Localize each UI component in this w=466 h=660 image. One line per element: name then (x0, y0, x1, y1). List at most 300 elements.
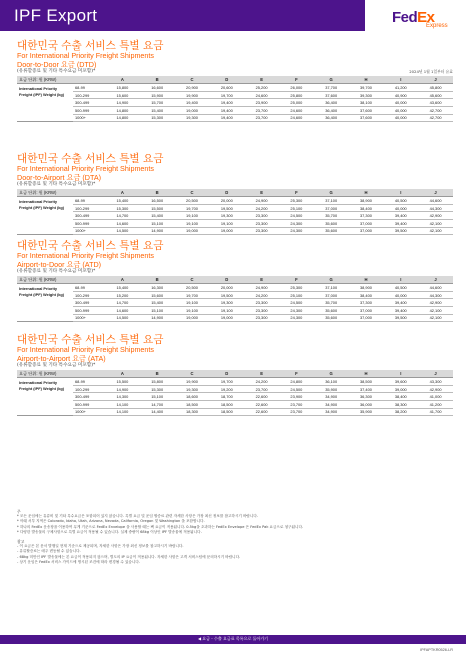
rate-cell: 44,300 (418, 204, 453, 212)
rate-cell: 15,700 (140, 99, 175, 107)
rate-section (17, 153, 453, 235)
rate-cell: 23,700 (244, 107, 279, 115)
rate-cell: 35,700 (314, 299, 349, 307)
rate-cell: 37,000 (349, 307, 384, 315)
rate-cell: 38,300 (383, 401, 418, 409)
rate-cell: 24,600 (279, 107, 314, 115)
rate-cell: 39,400 (383, 212, 418, 220)
rate-cell: 14,300 (105, 393, 140, 401)
rate-cell: 39,300 (349, 91, 384, 99)
weight-range: 500-999 (73, 401, 105, 409)
section-note: (유류할증료 및 기타 특수요금 미포함)* (17, 182, 96, 188)
table-row (17, 408, 453, 416)
rate-cell: 36,000 (349, 401, 384, 409)
zone-header: A (105, 189, 140, 197)
rate-cell: 19,500 (209, 204, 244, 212)
zone-header: E (244, 370, 279, 378)
rate-cell: 23,300 (244, 314, 279, 322)
rate-cell: 25,000 (279, 99, 314, 107)
table-row (17, 299, 453, 307)
rate-cell: 25,300 (279, 284, 314, 292)
zone-header: H (349, 76, 384, 84)
section-title-en: For International Priority Freight Shipments (17, 251, 155, 260)
rate-cell: 14,600 (105, 220, 140, 228)
weight-range: 1000+ (73, 314, 105, 322)
weight-range: 300-499 (73, 99, 105, 107)
weight-range: 68-99 (73, 84, 105, 92)
section-title-ko: 대한민국 수출 서비스 특별 요금 (17, 40, 164, 52)
weight-range: 68-99 (73, 197, 105, 205)
zone-header: D (209, 76, 244, 84)
zone-header: F (279, 189, 314, 197)
unit-label: 요금 단위: 원 (KRW) (17, 276, 105, 284)
rate-cell: 23,700 (244, 385, 279, 393)
weight-range: 300-499 (73, 299, 105, 307)
rate-cell: 42,700 (418, 107, 453, 115)
section-subtitle: Door-to-Airport 요금 (DTA) (17, 172, 102, 182)
logo-fed: Fed (392, 9, 418, 26)
rate-cell: 41,000 (418, 393, 453, 401)
zone-header: I (383, 370, 418, 378)
rate-cell: 42,100 (418, 220, 453, 228)
zone-header: E (244, 276, 279, 284)
rate-cell: 14,700 (105, 299, 140, 307)
zone-header: G (314, 76, 349, 84)
rate-cell: 20,500 (175, 197, 210, 205)
rate-cell: 42,100 (418, 314, 453, 322)
rate-cell: 38,400 (383, 393, 418, 401)
rate-cell: 24,300 (279, 220, 314, 228)
table-row (17, 284, 453, 292)
zone-header: G (314, 370, 349, 378)
weight-range: 1000+ (73, 408, 105, 416)
rate-cell: 43,600 (418, 99, 453, 107)
bottom-bar (0, 635, 466, 644)
footnote-line: - 이 요금은 본 문서 발행일 현재 기준으로 제공되며, 자세한 사항은 가장 최신 정보를 참고하시기 바랍니다. (17, 544, 184, 549)
rate-cell: 16,300 (140, 284, 175, 292)
rate-cell: 19,300 (175, 385, 210, 393)
rate-cell: 23,300 (244, 220, 279, 228)
service-label: International Priority Freight (IPF) Weight (kg) (17, 284, 73, 322)
rate-cell: 15,500 (105, 378, 140, 386)
rate-cell: 25,300 (279, 197, 314, 205)
rate-cell: 14,900 (140, 227, 175, 235)
fedex-logo (392, 7, 454, 31)
rate-cell: 42,900 (418, 385, 453, 393)
weight-range: 100-299 (73, 385, 105, 393)
rate-cell: 41,700 (418, 408, 453, 416)
section-title-en: For International Priority Freight Shipments (17, 51, 155, 60)
rate-cell: 15,400 (140, 107, 175, 115)
rate-cell: 24,800 (279, 378, 314, 386)
rate-cell: 19,400 (209, 114, 244, 122)
rate-cell: 40,000 (383, 291, 418, 299)
zone-header: I (383, 276, 418, 284)
rate-cell: 40,900 (383, 91, 418, 99)
rate-cell: 22,600 (244, 401, 279, 409)
rate-cell: 41,200 (418, 401, 453, 409)
rate-cell: 19,100 (209, 220, 244, 228)
rate-cell: 38,900 (349, 197, 384, 205)
zone-header: C (175, 370, 210, 378)
rate-cell: 14,700 (140, 401, 175, 409)
rate-cell: 19,900 (175, 378, 210, 386)
table-row (17, 227, 453, 235)
rate-cell: 37,000 (349, 220, 384, 228)
rate-section (17, 40, 453, 122)
weight-range: 500-999 (73, 220, 105, 228)
rate-cell: 14,900 (105, 385, 140, 393)
rate-cell: 38,500 (349, 378, 384, 386)
rate-cell: 37,000 (349, 227, 384, 235)
rate-cell: 14,900 (105, 99, 140, 107)
zone-header: D (209, 189, 244, 197)
rate-cell: 15,900 (140, 91, 175, 99)
rate-cell: 26,000 (279, 84, 314, 92)
page-title: IPF Export (14, 6, 98, 25)
rate-cell: 19,700 (209, 378, 244, 386)
rate-cell: 15,400 (140, 299, 175, 307)
table-row (17, 114, 453, 122)
rate-cell: 39,500 (383, 314, 418, 322)
rate-cell: 25,800 (279, 91, 314, 99)
rate-cell: 34,900 (314, 408, 349, 416)
service-label: International Priority Freight (IPF) Weight (kg) (17, 197, 73, 235)
rate-cell: 15,100 (140, 220, 175, 228)
rate-cell: 34,900 (314, 393, 349, 401)
rate-cell: 15,300 (105, 204, 140, 212)
rate-cell: 38,100 (349, 99, 384, 107)
zone-header: C (175, 76, 210, 84)
rate-cell: 38,400 (349, 204, 384, 212)
rate-cell: 19,400 (209, 99, 244, 107)
rate-cell: 19,100 (175, 299, 210, 307)
rate-cell: 15,800 (105, 84, 140, 92)
rate-cell: 20,000 (209, 284, 244, 292)
rate-cell: 40,500 (383, 197, 418, 205)
rate-cell: 24,600 (279, 114, 314, 122)
rate-cell: 24,900 (244, 197, 279, 205)
rate-cell: 42,100 (418, 307, 453, 315)
section-title-ko: 대한민국 수출 서비스 특별 요금 (17, 334, 164, 346)
rate-cell: 19,400 (175, 99, 210, 107)
rate-cell: 37,000 (314, 204, 349, 212)
rate-cell: 15,200 (105, 291, 140, 299)
rate-cell: 15,100 (140, 393, 175, 401)
rate-cell: 14,400 (140, 408, 175, 416)
table-row (17, 220, 453, 228)
rate-cell: 15,500 (140, 204, 175, 212)
zone-header: J (418, 189, 453, 197)
rate-cell: 40,000 (383, 107, 418, 115)
rate-cell: 18,300 (175, 408, 210, 416)
section-title-en: For International Priority Freight Shipments (17, 345, 155, 354)
rate-cell: 44,600 (418, 284, 453, 292)
footnotes-title: 주 (17, 509, 21, 514)
rate-cell: 22,600 (244, 393, 279, 401)
zone-header: F (279, 276, 314, 284)
rate-cell: 18,500 (209, 408, 244, 416)
weight-range: 100-299 (73, 91, 105, 99)
weight-range: 500-999 (73, 107, 105, 115)
weight-range: 300-499 (73, 212, 105, 220)
rate-cell: 23,300 (244, 227, 279, 235)
weight-range: 68-99 (73, 378, 105, 386)
footnotes (17, 509, 453, 565)
section-note: (유류할증료 및 기타 특수요금 미포함)* (17, 269, 96, 275)
rate-cell: 19,000 (175, 314, 210, 322)
rate-cell: 36,400 (314, 107, 349, 115)
zone-header: G (314, 189, 349, 197)
rate-cell: 14,700 (105, 212, 140, 220)
rate-cell: 18,500 (175, 401, 210, 409)
unit-label: 요금 단위: 원 (KRW) (17, 370, 105, 378)
table-row (17, 91, 453, 99)
rate-cell: 19,900 (175, 91, 210, 99)
rate-cell: 37,600 (349, 114, 384, 122)
rate-cell: 19,100 (209, 307, 244, 315)
weight-range: 68-99 (73, 284, 105, 292)
rate-cell: 24,200 (244, 204, 279, 212)
rate-cell: 14,600 (105, 307, 140, 315)
rate-cell: 18,500 (209, 401, 244, 409)
table-row (17, 204, 453, 212)
section-title-ko: 대한민국 수출 서비스 특별 요금 (17, 153, 164, 165)
zone-header: G (314, 276, 349, 284)
zone-header: J (418, 76, 453, 84)
rate-cell: 39,400 (383, 220, 418, 228)
rate-cell: 42,100 (418, 227, 453, 235)
rate-cell: 35,600 (314, 314, 349, 322)
weight-range: 300-499 (73, 393, 105, 401)
rate-cell: 39,000 (383, 385, 418, 393)
rate-cell: 24,300 (279, 307, 314, 315)
table-row (17, 401, 453, 409)
footnote-line: * 하나의 FedEx 운송장을 이용하여 무게 기준으로 FedEx Envelope 을 사용할 때는 팩 요금이 적용됩니다. 0.5kg을 초과하는 FedEx Envelope 은 FedEx Pak 요금으로 청구됩니다. (17, 524, 304, 529)
rate-cell: 19,300 (209, 212, 244, 220)
footnotes-lines (17, 514, 453, 535)
rate-cell: 39,400 (383, 307, 418, 315)
rate-cell: 36,400 (314, 114, 349, 122)
rate-cell: 19,300 (209, 299, 244, 307)
rate-cell: 24,900 (244, 284, 279, 292)
document-code: IPFAPTKR0526-LR (420, 648, 453, 652)
rate-cell: 24,500 (279, 385, 314, 393)
footnote-line: - 상기 운임은 FedEx 서비스 가이드에 명시된 조건에 따라 변경될 수 있습니다. (17, 559, 140, 564)
zone-header: J (418, 276, 453, 284)
rate-cell: 40,000 (383, 204, 418, 212)
rate-cell: 37,600 (349, 107, 384, 115)
table-row (17, 212, 453, 220)
rate-table (17, 370, 453, 416)
rate-section (17, 334, 453, 416)
rate-cell: 15,300 (140, 385, 175, 393)
logo-express: Express (426, 23, 448, 29)
rate-cell: 19,500 (209, 291, 244, 299)
zone-header: E (244, 189, 279, 197)
rate-cell: 37,300 (349, 299, 384, 307)
rate-cell: 25,100 (279, 204, 314, 212)
rate-cell: 14,500 (105, 314, 140, 322)
table-row (17, 314, 453, 322)
rate-cell: 40,000 (383, 99, 418, 107)
table-row (17, 291, 453, 299)
rate-cell: 39,700 (349, 84, 384, 92)
rate-cell: 42,700 (418, 114, 453, 122)
rate-cell: 22,600 (244, 408, 279, 416)
weight-range: 100-299 (73, 291, 105, 299)
rate-cell: 36,300 (349, 393, 384, 401)
footnote-line: * 아래 서부 지역은 Colorado, Idaho, Utah, Arizona, Nevada, California, Oregon 및 Washington 을 포함합니다. (17, 519, 205, 524)
rate-cell: 23,900 (244, 99, 279, 107)
zone-header: I (383, 189, 418, 197)
table-row (17, 307, 453, 315)
rate-cell: 15,600 (140, 291, 175, 299)
rate-cell: 44,300 (418, 291, 453, 299)
zone-header: I (383, 76, 418, 84)
rate-cell: 36,400 (314, 99, 349, 107)
zone-header: C (175, 189, 210, 197)
rate-cell: 19,100 (175, 307, 210, 315)
rate-cell: 19,100 (175, 220, 210, 228)
weight-range: 1000+ (73, 227, 105, 235)
rate-cell: 35,900 (349, 408, 384, 416)
rate-cell: 19,100 (175, 212, 210, 220)
rate-cell: 37,000 (314, 291, 349, 299)
rate-cell: 38,200 (383, 408, 418, 416)
rate-cell: 39,600 (383, 378, 418, 386)
rate-cell: 15,400 (105, 197, 140, 205)
rate-cell: 36,100 (314, 378, 349, 386)
footnote-line: * 다양한 발송물의 구체사항으로 특별 요금이 적용될 수 있습니다. 실제 중량이 68kg 이상인 IPF 발송물에 적용됩니다. (17, 529, 202, 534)
rate-cell: 37,300 (349, 212, 384, 220)
rate-cell: 23,300 (244, 299, 279, 307)
rate-cell: 16,600 (140, 84, 175, 92)
table-row (17, 107, 453, 115)
zone-header: B (140, 189, 175, 197)
effective-date: 2024년 1월 1일부터 유효 (409, 69, 453, 75)
rate-cell: 23,900 (279, 393, 314, 401)
rate-cell: 15,300 (140, 114, 175, 122)
header-bar (0, 0, 365, 31)
rate-cell: 40,000 (383, 114, 418, 122)
rate-cell: 20,600 (209, 84, 244, 92)
zone-header: B (140, 276, 175, 284)
table-row (17, 393, 453, 401)
zone-header: E (244, 76, 279, 84)
rate-cell: 15,400 (105, 284, 140, 292)
rate-cell: 25,200 (244, 84, 279, 92)
zone-header: J (418, 370, 453, 378)
rate-cell: 38,900 (349, 284, 384, 292)
zone-header: A (105, 276, 140, 284)
rate-cell: 37,100 (314, 197, 349, 205)
zone-header: H (349, 276, 384, 284)
rate-cell: 24,300 (279, 227, 314, 235)
rate-cell: 15,400 (140, 212, 175, 220)
zone-header: F (279, 370, 314, 378)
logo-ex: Ex (417, 9, 435, 26)
section-note: (유류할증료 및 기타 특수요금 미포함)* (17, 363, 96, 369)
zone-header: F (279, 76, 314, 84)
rate-cell: 45,600 (418, 91, 453, 99)
notes-title: 참고 (17, 539, 25, 545)
rate-cell: 19,300 (175, 114, 210, 122)
rate-cell: 39,400 (383, 299, 418, 307)
weight-range: 500-999 (73, 307, 105, 315)
section-note: (유류할증료 및 기타 특수요금 미포함)* (17, 69, 96, 75)
rate-cell: 23,700 (279, 401, 314, 409)
rate-cell: 18,600 (175, 393, 210, 401)
rate-cell: 24,600 (244, 91, 279, 99)
rate-cell: 19,400 (209, 107, 244, 115)
rate-cell: 16,500 (140, 197, 175, 205)
rate-cell: 19,700 (209, 91, 244, 99)
rate-cell: 39,500 (383, 227, 418, 235)
rate-cell: 24,500 (279, 212, 314, 220)
rate-cell: 38,400 (349, 291, 384, 299)
section-subtitle: Door-to-Door 요금 (DTD) (17, 59, 97, 69)
table-row (17, 99, 453, 107)
back-to-rates-link[interactable]: ◀ 요금 - 수출 요금표 목록으로 돌아가기 (197, 636, 269, 641)
section-subtitle: Airport-to-Door 요금 (ATD) (17, 259, 102, 269)
rate-cell: 23,700 (279, 408, 314, 416)
weight-range: 100-299 (73, 204, 105, 212)
zone-header: H (349, 370, 384, 378)
rate-cell: 24,200 (244, 291, 279, 299)
rate-cell: 15,100 (140, 307, 175, 315)
rate-cell: 37,100 (314, 284, 349, 292)
table-row (17, 197, 453, 205)
zone-header: B (140, 76, 175, 84)
weight-range: 1000+ (73, 114, 105, 122)
rate-cell: 34,900 (314, 401, 349, 409)
rate-cell: 35,900 (314, 385, 349, 393)
rate-cell: 37,700 (314, 84, 349, 92)
rate-cell: 18,700 (209, 393, 244, 401)
rate-cell: 42,900 (418, 212, 453, 220)
unit-label: 요금 단위: 원 (KRW) (17, 189, 105, 197)
rate-table (17, 76, 453, 122)
rate-cell: 23,300 (244, 212, 279, 220)
rate-cell: 19,000 (175, 107, 210, 115)
service-label: International Priority Freight (IPF) Weight (kg) (17, 84, 73, 122)
rate-cell: 19,000 (175, 227, 210, 235)
rate-cell: 14,500 (105, 227, 140, 235)
zone-header: H (349, 189, 384, 197)
rate-cell: 19,200 (209, 385, 244, 393)
section-title-en: For International Priority Freight Shipments (17, 164, 155, 173)
service-label: International Priority Freight (IPF) Weight (kg) (17, 378, 73, 416)
table-row (17, 378, 453, 386)
rate-cell: 20,500 (175, 284, 210, 292)
rate-cell: 15,600 (105, 91, 140, 99)
rate-cell: 14,800 (105, 107, 140, 115)
rate-cell: 44,600 (418, 197, 453, 205)
rate-cell: 14,900 (140, 314, 175, 322)
rate-table (17, 276, 453, 322)
zone-header: A (105, 76, 140, 84)
rate-cell: 41,200 (383, 84, 418, 92)
rate-cell: 14,800 (105, 114, 140, 122)
rate-cell: 35,600 (314, 220, 349, 228)
rate-cell: 19,700 (175, 204, 210, 212)
rate-cell: 24,500 (279, 299, 314, 307)
table-row (17, 84, 453, 92)
rate-cell: 19,000 (209, 227, 244, 235)
rate-cell: 24,200 (244, 378, 279, 386)
rate-cell: 40,500 (383, 284, 418, 292)
